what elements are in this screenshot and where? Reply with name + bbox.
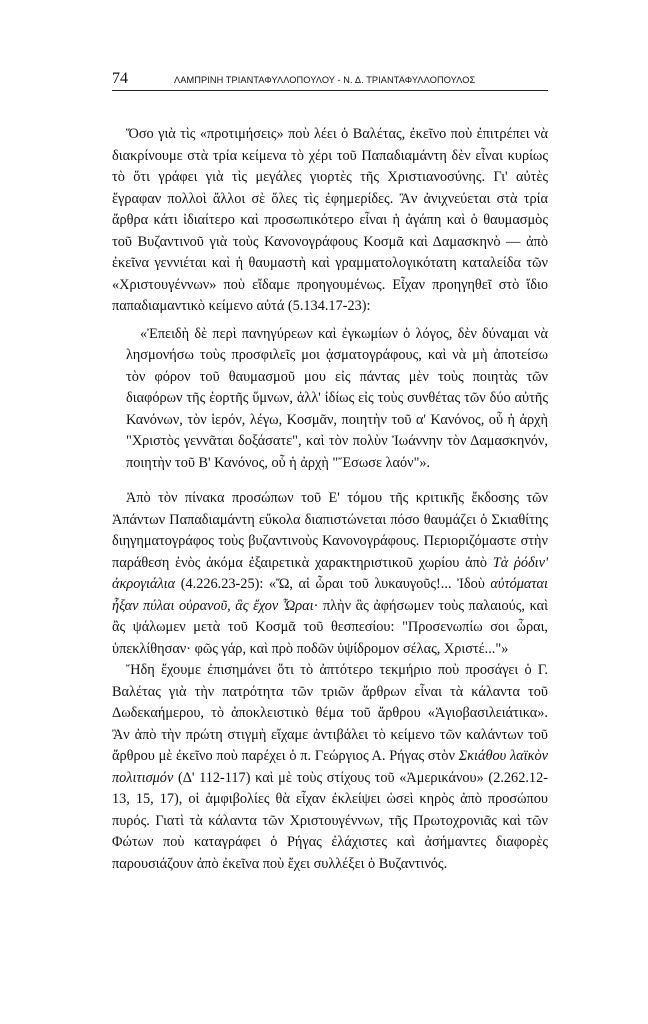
paragraph-3-text-b: (Δ' 112-117) καὶ μὲ τοὺς στίχους τοῦ «Ἀμερικάνου» (2.262.12-13, 15, 17), οἱ ἀμφιβολίες θὰ εἶχαν ἐκλείψει ὡσεὶ κηρὸς ἀπὸ προσώπου πυρός. Γιατὶ τὰ κάλαντα τῶν Χριστουγέννων, τῆς Πρωτοχρονιᾶς καὶ τῶν Φώτων ποὺ καταγράφει ὁ Ρήγας ἐλάχιστες καὶ ἀσήμαντες διαφορὲς παρουσιάζουν ἀπὸ ἐκεῖνα ποὺ ἔχει συλλέξει ὁ Βυζαντινός.: [112, 769, 548, 872]
paragraph-3: [112, 660, 548, 875]
paragraph-3-text-a: Ἤδη ἔχουμε ἐπισημάνει ὅτι τὸ ἀπτότερο τεκμήριο ποὺ προσάγει ὁ Γ. Βαλέτας γιὰ τὴν πατρότητα τῶν τριῶν ἄρθρων εἶναι τὰ κάλαντα τοῦ Δωδεκαήμερου, τὸ ἀποκλειστικὸ θέμα τοῦ ἄρθρου «Ἁγιοβασιλειάτικα». Ἂν ἀπὸ τὴν πρώτη στιγμὴ εἴχαμε ἀντιβάλει τὸ κείμενο τῶν καλάντων τοῦ ἄρθρου μὲ ἐκεῖνο ποὺ παρέχει ὁ π. Γεώργιος Α. Ρήγας στὸν: [112, 662, 548, 764]
paragraph-1: Ὅσο γιὰ τὶς «προτιμήσεις» ποὺ λέει ὁ Βαλέτας, ἐκεῖνο ποὺ ἐπιτρέπει νὰ διακρίνουμε στὰ τρία κείμενα τὸ χέρι τοῦ Παπαδιαμάντη δὲν εἶναι κυρίως τὸ ὅτι γράφει γιὰ τὶς μεγάλες γιορτὲς τῆς Χριστιανοσύνης. Γι' αὐτὲς ἔγραφαν πολλοὶ ἄλλοι σὲ ὅλες τὶς ἐφημερίδες. Ἂν ἀνιχνεύεται στὰ τρία ἄρθρα κάτι ἰδιαίτερο καὶ προσωπικότερο εἶναι ἡ ἀγάπη καὶ ὁ θαυμασμὸς τοῦ Βυζαντινοῦ γιὰ τοὺς Κανονογράφους Κοσμᾶ καὶ Δαμασκηνὸ — ἀπὸ ἐκεῖνα γεννιέται καὶ ἡ θαυμαστὴ καὶ γραμματολογικότατη καταλείδα τῶν «Χριστουγέννων» ποὺ εἴδαμε προηγουμένως. Εἶχαν προηγηθεῖ στὸ ἴδιο παπαδιαμαντικὸ κείμενο αὐτά (5.134.17-23):: [112, 126, 548, 314]
cited-book-title: Σκιάθου λαϊκὸν πολιτισμόν: [112, 748, 548, 786]
running-head: ΛΑΜΠΡΙΝΗ ΤΡΙΑΝΤΑΦΥΛΛΟΠΟΥΛΟΥ - Ν. Δ. ΤΡΙΑΝΤΑΦΥΛΛΟΠΟΥΛΟΣ: [174, 75, 476, 85]
page-number: 74: [112, 70, 128, 87]
block-quote: «Ἐπειδὴ δὲ περὶ πανηγύρεων καὶ ἐγκωμίων ὁ λόγος, δὲν δύναμαι νὰ λησμονήσω τοὺς προσφιλεῖς μοι ᾀσματογράφους, καὶ νὰ μὴ ἀποτείσω τὸν φόρον τοῦ θαυμασμοῦ μου εἰς πάντας μὲν τοὺς ποιητὰς τῶν διαφόρων τῆς ἑορτῆς ὕμνων, ἀλλ' ἰδίως εἰς τοὺς συνθέτας τῶν δύο αὐτῆς Κανόνων, τὸν ἱερόν, λέγω, Κοσμᾶν, ποιητὴν τοῦ α' Κανόνος, οὗ ἡ ἀρχὴ "Χριστὸς γεννᾶται δοξάσατε", καὶ τὸν πολὺν Ἰωάννην τὸν Δαμασκηνόν, ποιητὴν τοῦ Β' Κανόνος, οὗ ἡ ἀρχὴ "Ἔσωσε λαόν"».: [126, 325, 548, 471]
italic-citation: αὐτόμαται ἦξαν πύλαι οὐρανοῦ, ἃς ἔχον Ὧραι: [112, 576, 548, 614]
cited-work-title: Τὰ ῥόδιν' ἀκρογιάλια: [112, 554, 548, 592]
paragraph-2-text-c: · πλὴν ἃς ἀφήσωμεν τοὺς παλαιούς, καὶ ἂς ψάλωμεν μετὰ τοῦ Κοσμᾶ τοῦ θεσπεσίου: "Προσενωπίω σοι ὧραι, ὑπεκλίθησαν· φῶς γάρ, καὶ πρὸ ποδῶν ὑψίδρομον σέλας, Χριστέ..."»: [112, 597, 548, 657]
body-text: [112, 124, 548, 875]
paragraph-2-text-b: (4.226.23-25): «Ὤ, αἱ ὧραι τοῦ λυκαυγοῦς!... Ἰδοὺ: [175, 576, 491, 592]
paragraph-2: [112, 488, 548, 660]
page-header: [112, 70, 548, 91]
paragraph-2-text-a: Ἀπὸ τὸν πίνακα προσώπων τοῦ Ε' τόμου τῆς κριτικῆς ἔκδοσης τῶν Ἁπάντων Παπαδιαμάντη εὔκολα διαπιστώνεται πόσο θαυμάζει ὁ Σκιαθίτης διηγηματογράφος τοὺς βυζαντινοὺς Κανονογράφους. Περιοριζόμαστε στὴν παράθεση ἑνὸς ἀκόμα ἐξαιρετικὰ χαρακτηριστικοῦ χωρίου ἀπὸ: [112, 490, 548, 571]
